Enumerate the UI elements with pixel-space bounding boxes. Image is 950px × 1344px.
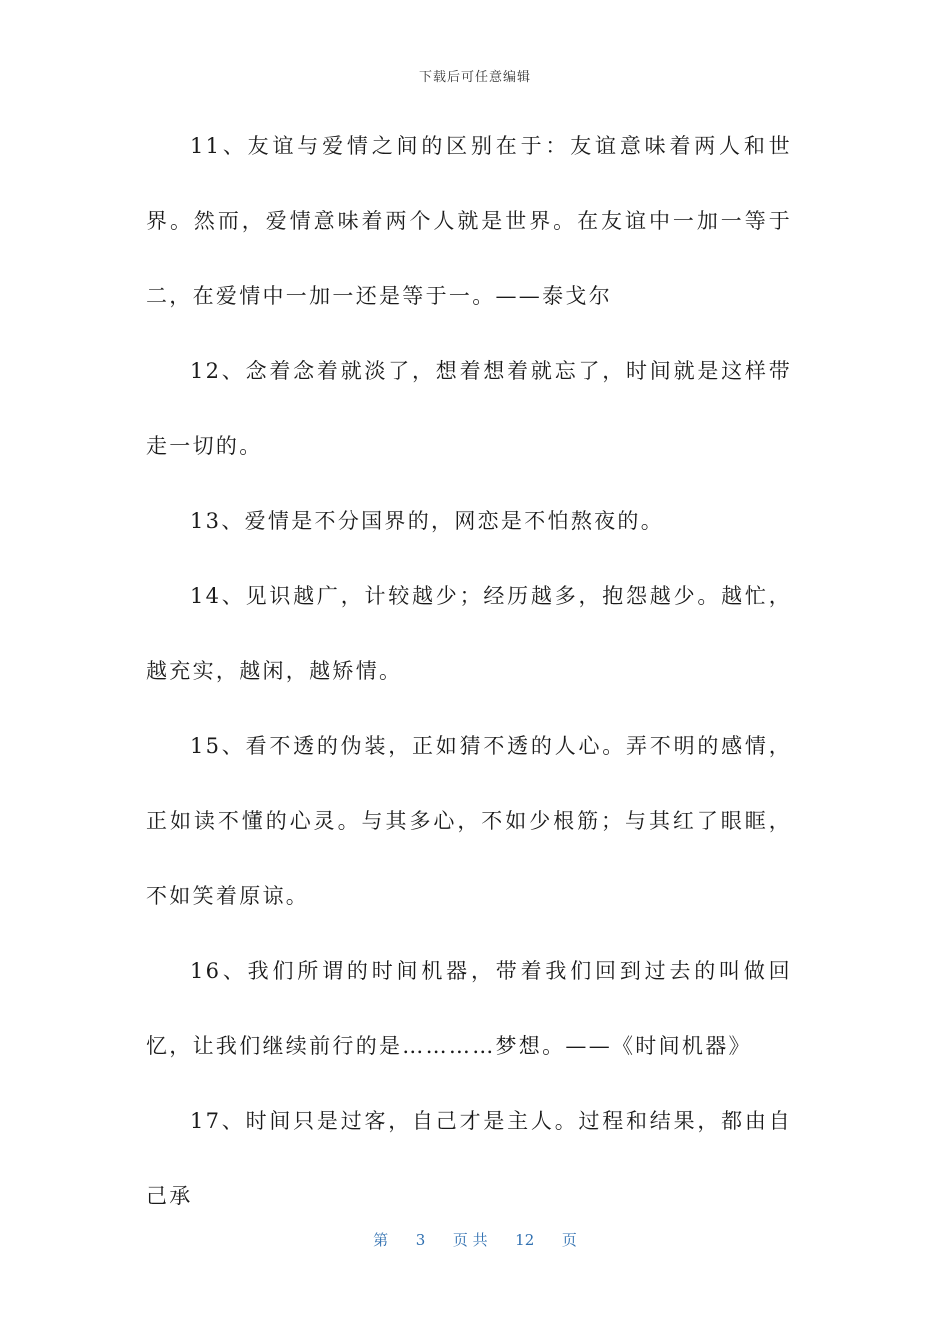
paragraph-15: 15、看不透的伪装，正如猜不透的人心。弄不明的感情，正如读不懂的心灵。与其多心，不如少根筋；与其红了眼眶，不如笑着原谅。	[146, 734, 792, 908]
paragraph-17: 17、时间只是过客，自己才是主人。过程和结果，都由自己承	[146, 1109, 792, 1208]
page-prefix: 第	[373, 1231, 389, 1249]
page-number-footer	[0, 1229, 950, 1250]
paragraph-12: 12、念着念着就淡了，想着想着就忘了，时间就是这样带走一切的。	[146, 359, 792, 458]
paragraph-16: 16、我们所谓的时间机器，带着我们回到过去的叫做回忆，让我们继续前行的是…………梦想。——《时间机器》	[146, 959, 792, 1058]
document-body	[146, 109, 792, 1234]
total-pages: 12	[515, 1231, 535, 1249]
header-note: 下载后可任意编辑	[418, 70, 531, 85]
paragraph-11: 11、友谊与爱情之间的区别在于：友谊意味着两人和世界。然而，爱情意味着两个人就是世界。在友谊中一加一等于二，在爱情中一加一还是等于一。——泰戈尔	[146, 134, 792, 308]
current-page: 3	[415, 1231, 426, 1249]
paragraph-13: 13、爱情是不分国界的，网恋是不怕熬夜的。	[190, 509, 665, 533]
page-suffix: 页	[561, 1231, 577, 1249]
paragraph-14: 14、见识越广，计较越少；经历越多，抱怨越少。越忙，越充实，越闲，越矫情。	[146, 584, 792, 683]
page-middle: 页 共	[452, 1231, 488, 1249]
